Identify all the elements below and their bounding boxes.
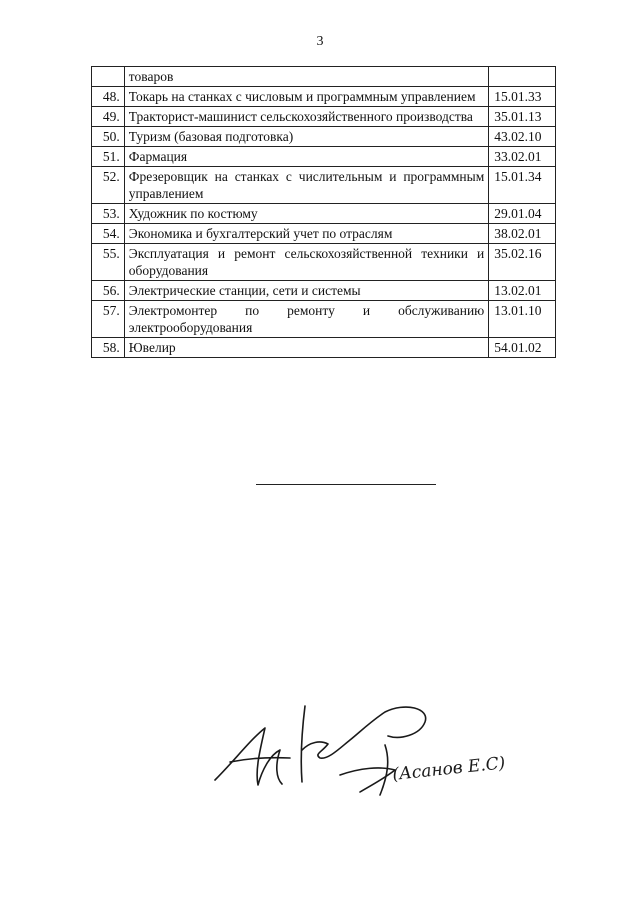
specialty-name-cell: Ювелир bbox=[124, 338, 488, 358]
specialty-code-cell: 13.02.01 bbox=[489, 281, 556, 301]
table-row bbox=[92, 127, 556, 147]
specialties-table bbox=[91, 66, 556, 358]
table-row bbox=[92, 281, 556, 301]
row-number-cell: 54. bbox=[92, 224, 125, 244]
table-row bbox=[92, 301, 556, 338]
table-row bbox=[92, 204, 556, 224]
specialties-table-body bbox=[92, 67, 556, 358]
signature bbox=[210, 700, 510, 810]
row-number-cell: 49. bbox=[92, 107, 125, 127]
table-row bbox=[92, 67, 556, 87]
specialty-code-cell: 54.01.02 bbox=[489, 338, 556, 358]
row-number-cell: 50. bbox=[92, 127, 125, 147]
table-row bbox=[92, 338, 556, 358]
page-number: 3 bbox=[316, 34, 324, 49]
row-number-cell: 48. bbox=[92, 87, 125, 107]
table-row bbox=[92, 147, 556, 167]
row-number-cell bbox=[92, 67, 125, 87]
specialty-name-cell: Фрезеровщик на станках с числительным и программным управлением bbox=[124, 167, 488, 204]
row-number-cell: 52. bbox=[92, 167, 125, 204]
specialty-name-cell: Туризм (базовая подготовка) bbox=[124, 127, 488, 147]
specialty-code-cell: 13.01.10 bbox=[489, 301, 556, 338]
specialty-name-cell: Экономика и бухгалтерский учет по отраслям bbox=[124, 224, 488, 244]
specialty-name-cell: Тракторист-машинист сельскохозяйственного производства bbox=[124, 107, 488, 127]
specialty-code-cell: 35.01.13 bbox=[489, 107, 556, 127]
specialty-code-cell: 43.02.10 bbox=[489, 127, 556, 147]
signature-name: (Асанов Е.С) bbox=[391, 753, 507, 785]
specialty-name-cell: товаров bbox=[124, 67, 488, 87]
specialty-name-cell: Электрические станции, сети и системы bbox=[124, 281, 488, 301]
row-number-cell: 57. bbox=[92, 301, 125, 338]
specialty-name-cell: Эксплуатация и ремонт сельскохозяйственной техники и оборудования bbox=[124, 244, 488, 281]
specialty-name-cell: Электромонтер по ремонту и обслуживанию электрооборудования bbox=[124, 301, 488, 338]
table-row bbox=[92, 224, 556, 244]
specialty-name-cell: Токарь на станках с числовым и программным управлением bbox=[124, 87, 488, 107]
row-number-cell: 58. bbox=[92, 338, 125, 358]
specialty-code-cell: 38.02.01 bbox=[489, 224, 556, 244]
specialty-code-cell bbox=[489, 67, 556, 87]
specialty-name-cell: Художник по костюму bbox=[124, 204, 488, 224]
row-number-cell: 51. bbox=[92, 147, 125, 167]
specialty-code-cell: 35.02.16 bbox=[489, 244, 556, 281]
row-number-cell: 55. bbox=[92, 244, 125, 281]
table-row bbox=[92, 244, 556, 281]
specialty-code-cell: 15.01.34 bbox=[489, 167, 556, 204]
specialty-code-cell: 29.01.04 bbox=[489, 204, 556, 224]
divider-line bbox=[256, 484, 436, 485]
specialty-code-cell: 15.01.33 bbox=[489, 87, 556, 107]
table-row bbox=[92, 87, 556, 107]
row-number-cell: 56. bbox=[92, 281, 125, 301]
specialty-code-cell: 33.02.01 bbox=[489, 147, 556, 167]
row-number-cell: 53. bbox=[92, 204, 125, 224]
table-row bbox=[92, 167, 556, 204]
specialty-name-cell: Фармация bbox=[124, 147, 488, 167]
table-row bbox=[92, 107, 556, 127]
